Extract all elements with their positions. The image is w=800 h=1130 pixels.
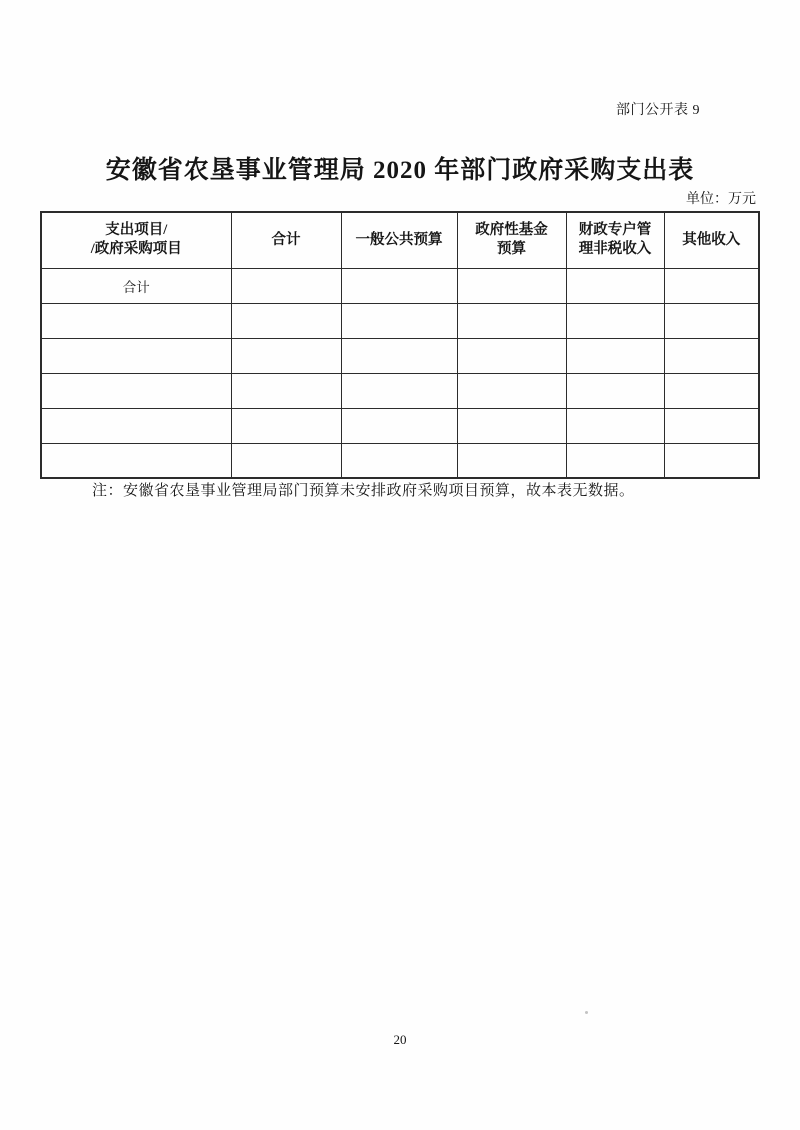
table-cell bbox=[341, 268, 457, 303]
table-cell bbox=[41, 303, 231, 338]
table-cell bbox=[41, 373, 231, 408]
table-cell bbox=[341, 443, 457, 478]
table-cell bbox=[457, 373, 566, 408]
table-cell bbox=[231, 373, 341, 408]
table-row bbox=[41, 303, 759, 338]
header-line: 预算 bbox=[497, 241, 526, 258]
table-cell bbox=[231, 303, 341, 338]
table-row bbox=[41, 408, 759, 443]
header-cell-total bbox=[231, 212, 341, 268]
table-cell bbox=[231, 443, 341, 478]
table-row bbox=[41, 373, 759, 408]
header-line: 政府性基金 bbox=[475, 222, 548, 239]
table-header-row bbox=[41, 212, 759, 268]
table-cell bbox=[457, 268, 566, 303]
table-cell bbox=[231, 338, 341, 373]
procurement-table bbox=[40, 211, 760, 479]
table-cell bbox=[566, 303, 664, 338]
table-note: 注：安徽省农垦事业管理局部门预算未安排政府采购项目预算，故本表无数据。 bbox=[92, 483, 635, 499]
header-line: /政府采购项目 bbox=[90, 241, 182, 258]
header-line: 其他收入 bbox=[682, 231, 741, 248]
table-cell bbox=[664, 373, 759, 408]
header-line: 理非税收入 bbox=[578, 241, 652, 258]
table-row bbox=[41, 268, 759, 303]
table-cell bbox=[41, 443, 231, 478]
table-cell bbox=[664, 443, 759, 478]
header-cell-other-income bbox=[664, 212, 759, 268]
table-cell bbox=[341, 408, 457, 443]
table-cell bbox=[664, 338, 759, 373]
table-row bbox=[41, 443, 759, 478]
table-cell bbox=[566, 373, 664, 408]
header-line: 一般公共预算 bbox=[355, 231, 443, 248]
table-cell bbox=[341, 303, 457, 338]
header-line: 支出项目/ bbox=[105, 222, 168, 239]
table-cell bbox=[566, 338, 664, 373]
table-cell bbox=[341, 338, 457, 373]
form-number-label: 部门公开表 9 bbox=[616, 103, 700, 118]
header-cell-expense-item bbox=[41, 212, 231, 268]
header-line: 财政专户管 bbox=[578, 222, 652, 239]
unit-label: 单位：万元 bbox=[686, 192, 756, 207]
table-cell bbox=[457, 303, 566, 338]
table-cell bbox=[41, 338, 231, 373]
table-cell bbox=[41, 408, 231, 443]
table-cell bbox=[664, 268, 759, 303]
table-cell bbox=[341, 373, 457, 408]
table-cell bbox=[457, 443, 566, 478]
table-cell bbox=[231, 408, 341, 443]
header-cell-government-fund-budget bbox=[457, 212, 566, 268]
table-cell bbox=[664, 303, 759, 338]
header-cell-general-public-budget bbox=[341, 212, 457, 268]
table-cell bbox=[566, 268, 664, 303]
table-cell bbox=[231, 268, 341, 303]
table-cell bbox=[457, 408, 566, 443]
table-cell bbox=[566, 408, 664, 443]
document-title: 安徽省农垦事业管理局 2020 年部门政府采购支出表 bbox=[105, 157, 695, 184]
table-cell bbox=[457, 338, 566, 373]
header-cell-special-account-income bbox=[566, 212, 664, 268]
scan-artifact bbox=[585, 1011, 588, 1014]
table-cell bbox=[664, 408, 759, 443]
table-row bbox=[41, 338, 759, 373]
table-cell: 合计 bbox=[41, 268, 231, 303]
page-number: 20 bbox=[393, 1032, 407, 1047]
header-line: 合计 bbox=[271, 231, 301, 248]
table-cell bbox=[566, 443, 664, 478]
